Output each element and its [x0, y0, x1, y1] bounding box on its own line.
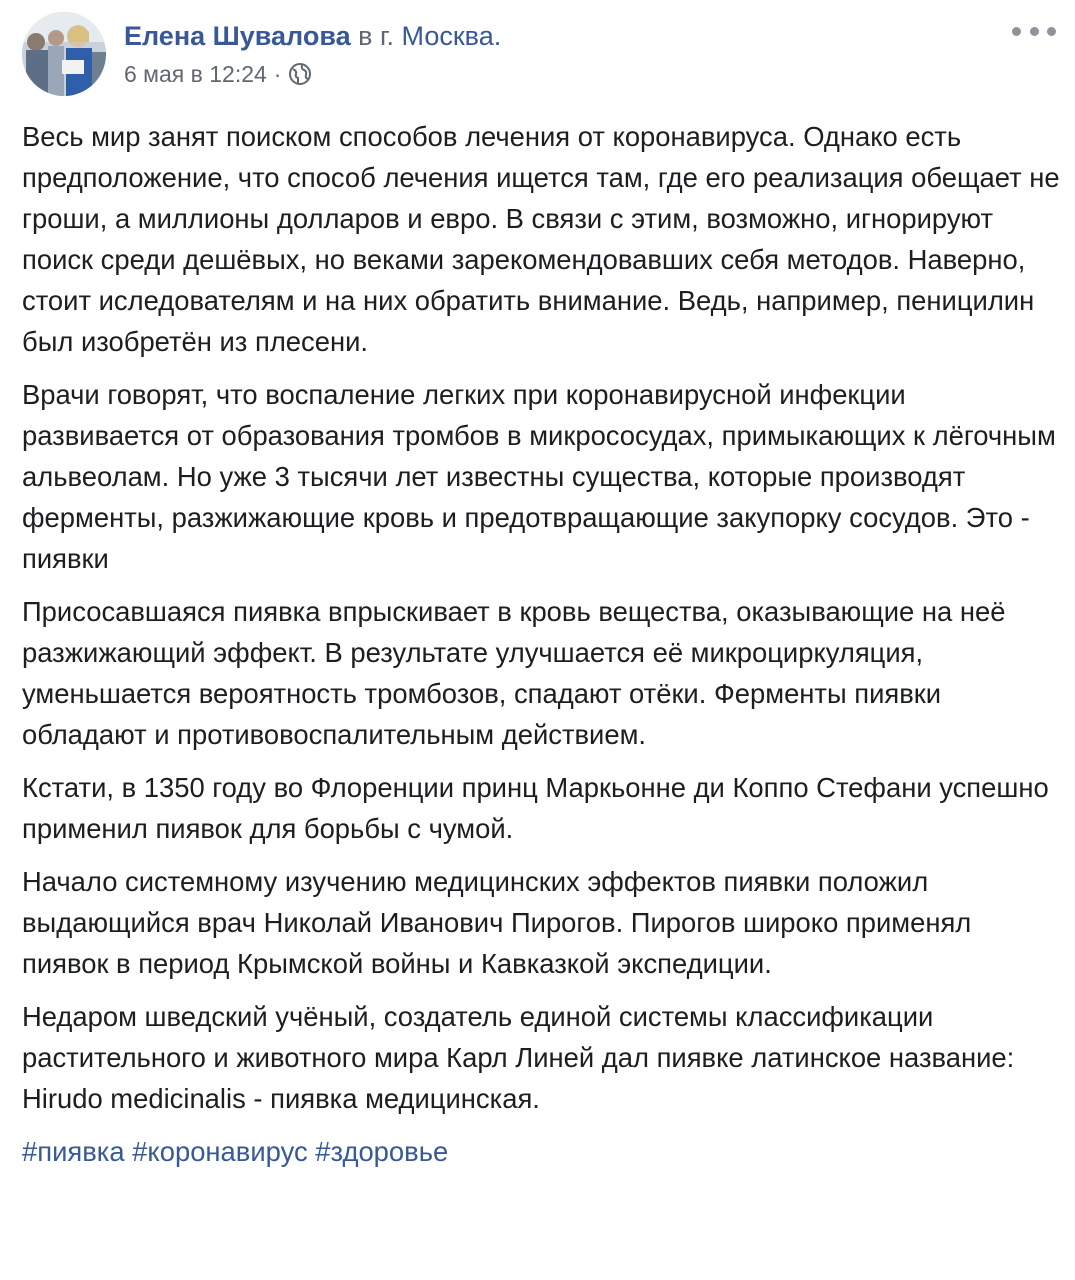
- more-options-button[interactable]: [1012, 16, 1056, 46]
- post-paragraph: Начало системному изучению медицинских эффектов пиявки положил выдающийся врач Николай Иванович Пирогов. Пирогов широко применял пиявок в период Крымской войны и Кавказкой экспедиции.: [22, 866, 972, 979]
- avatar[interactable]: [22, 12, 106, 96]
- hashtag-list: [22, 1131, 1062, 1172]
- hashtag-link[interactable]: #коронавирус: [132, 1136, 308, 1167]
- author-name-link[interactable]: Елена Шувалова: [124, 21, 351, 51]
- post-paragraph: Присосавшаяся пиявка впрыскивает в кровь вещества, оказывающие на неё разжижающий эффект. В результате улучшается её микроциркуляция, уменьшается вероятность тромбозов, спадают отёки. Ферменты пиявки обладают и противовоспалительным действием.: [22, 596, 1006, 750]
- globe-icon[interactable]: [288, 62, 312, 86]
- hashtag-link[interactable]: #здоровье: [315, 1136, 449, 1167]
- post-body: [22, 116, 1062, 1172]
- more-horizontal-icon: [1012, 27, 1021, 36]
- location-prefix: в г.: [358, 21, 395, 51]
- post-paragraph: Недаром шведский учёный, создатель единой системы классификации растительного и животного мира Карл Линей дал пиявке латинское название: Hirudo medicinalis - пиявка медицинская.: [22, 1001, 1015, 1114]
- post-paragraph: Весь мир занят поиском способов лечения от коронавируса. Однако есть предположение, что способ лечения ищется там, где его реализация обещает не гроши, а миллионы долларов и евро. В связи с этим, возможно, игнорируют поиск среди дешёвых, но веками зарекомендовавших себя методов. Наверно, стоит иследователям и на них обратить внимание. Ведь, например, пеницилин был изобретён из плесени.: [22, 121, 1060, 357]
- avatar-photo: [22, 12, 106, 96]
- post-header: [22, 12, 1062, 102]
- author-line: [124, 18, 501, 54]
- hashtag-link[interactable]: #пиявка: [22, 1136, 125, 1167]
- post-paragraph: Врачи говорят, что воспаление легких при коронавирусной инфекции развивается от образования тромбов в микрососудах, примыкающих к лёгочным альвеолам. Но уже 3 тысячи лет известны существа, которые производят ферменты, разжижающие кровь и предотвращающие закупорку сосудов. Это - пиявки: [22, 379, 1056, 574]
- more-dot: [1047, 27, 1056, 36]
- meta-separator: ·: [273, 61, 282, 87]
- post-meta: [124, 58, 312, 90]
- post-timestamp-link[interactable]: 6 мая в 12:24: [124, 61, 267, 87]
- more-dot: [1030, 27, 1039, 36]
- post-paragraph: Кстати, в 1350 году во Флоренции принц Маркьонне ди Коппо Стефани успешно применил пиявок для борьбы с чумой.: [22, 772, 1049, 844]
- location-link[interactable]: Москва.: [401, 21, 502, 51]
